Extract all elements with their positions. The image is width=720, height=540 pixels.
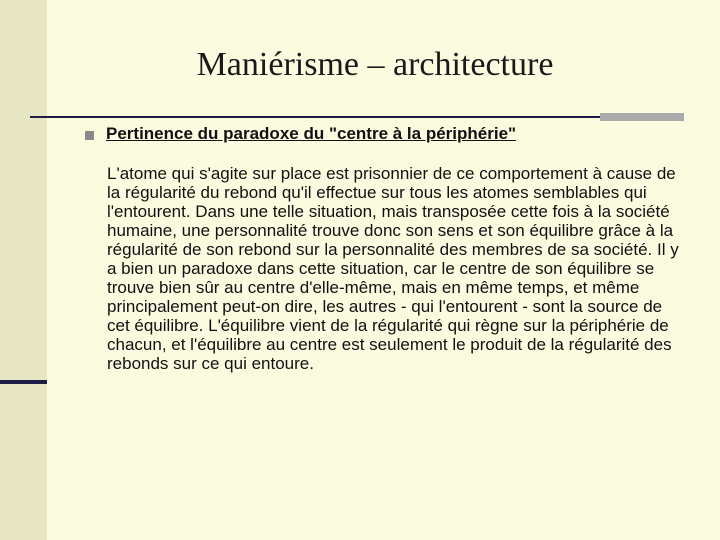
slide-title: Maniérisme – architecture — [196, 46, 554, 83]
square-bullet-icon — [85, 131, 94, 140]
left-decorative-band — [0, 0, 47, 540]
title-divider-accent — [600, 113, 684, 121]
left-accent-bar — [0, 380, 47, 384]
bullet-body-text: L'atome qui s'agite sur place est prisonnier de ce comportement à cause de la régularité du rebond qu'il effectue sur tous les atomes semblables qui l'entourent. Dans une telle situation, mais transposée cette fois à la société humaine, une personnalité trouve donc son sens et son équilibre grâce à la régularité de son rebond sur la personnalité des membres de sa société. Il y a bien un paradoxe dans cette situation, car le centre de son équilibre se trouve bien sûr au centre d'elle-même, mais en même temps, et même principalement peut-on dire, les autres - qui l'entourent - sont la source de cet équilibre. L'équilibre vient de la régularité qui règne sur la périphérie de chacun, et l'équilibre au centre est seulement le produit de la régularité des rebonds sur ce qui entoure. — [107, 164, 679, 373]
title-divider-line — [30, 116, 682, 118]
bullet-heading: Pertinence du paradoxe du "centre à la périphérie" — [106, 124, 517, 143]
